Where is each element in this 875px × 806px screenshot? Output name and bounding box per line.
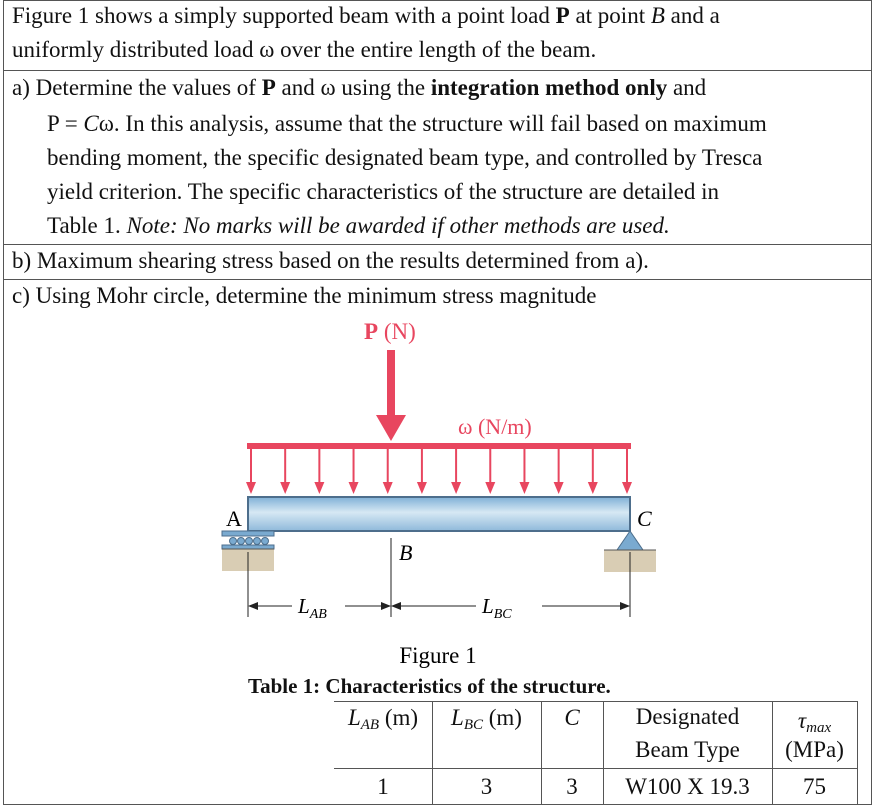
lbc-dimension-label: $L_{BC}$: [482, 594, 512, 622]
table-title: Table 1: Characteristics of the structure.: [248, 674, 611, 698]
udl-arrow: [519, 446, 529, 494]
distributed-load: [246, 443, 632, 494]
part-b-line: b) Maximum shearing stress based on the results determined from a).: [12, 248, 649, 273]
cell-beam: W100 X 19.3: [625, 774, 750, 799]
beam: [248, 497, 630, 531]
udl-arrow: [622, 446, 632, 494]
udl-arrow: [451, 446, 461, 494]
udl-arrow: [588, 446, 598, 494]
point-load-label: P (N): [364, 319, 416, 344]
cell-c: 3: [566, 774, 578, 799]
part-a-line-4: yield criterion. The specific characteristics of the structure are detailed in: [47, 179, 720, 204]
distributed-load-label: ω (N/m): [458, 414, 532, 439]
header-beam-1: Designated: [635, 704, 740, 729]
udl-arrow: [554, 446, 564, 494]
table-header-border: [334, 768, 858, 769]
part-a-line-1: a) Determine the values of P and ω using the integration method only and: [12, 75, 707, 100]
table-right-border: [857, 701, 858, 805]
cell-lab: 1: [377, 774, 389, 799]
figure-caption: Figure 1: [399, 643, 477, 668]
udl-arrow: [246, 446, 256, 494]
point-b-label: B: [399, 540, 413, 565]
point-c-label: C: [637, 506, 652, 531]
table-top-border: [334, 701, 858, 702]
udl-arrow: [417, 446, 427, 494]
part-a-line-3: bending moment, the specific designated beam type, and controlled by Tresca: [47, 145, 763, 170]
header-c: C: [564, 705, 580, 730]
part-c-line: c) Using Mohr circle, determine the minimum stress magnitude: [12, 283, 597, 308]
point-a-label: A: [226, 506, 242, 531]
part-a-line-2: P = Cω. In this analysis, assume that the structure will fail based on maximum: [47, 111, 767, 136]
lab-dimension-label: $L_{AB}$: [298, 594, 327, 622]
intro-line-2: uniformly distributed load ω over the entire length of the beam.: [12, 37, 597, 62]
header-tau: $\tau_{max}$: [797, 708, 832, 736]
udl-arrow: [485, 446, 495, 494]
udl-arrow: [349, 446, 359, 494]
cell-lbc: 3: [480, 774, 493, 799]
header-lbc: $L_{BC}$ (m): [451, 705, 522, 733]
cell-tau: 75: [803, 774, 826, 799]
intro-line-1: Figure 1 shows a simply supported beam with a point load P at point B and a: [12, 3, 720, 28]
header-lab: $L_{AB}$ (m): [347, 705, 419, 733]
part-a-line-5: Table 1. Note: No marks will be awarded if other methods are used.: [47, 213, 670, 238]
udl-arrow: [383, 446, 393, 494]
header-beam-2: Beam Type: [635, 737, 740, 762]
header-tau-unit: (MPa): [785, 737, 844, 762]
udl-arrow: [280, 446, 290, 494]
point-load-arrow: [376, 350, 406, 441]
udl-arrow: [314, 446, 324, 494]
